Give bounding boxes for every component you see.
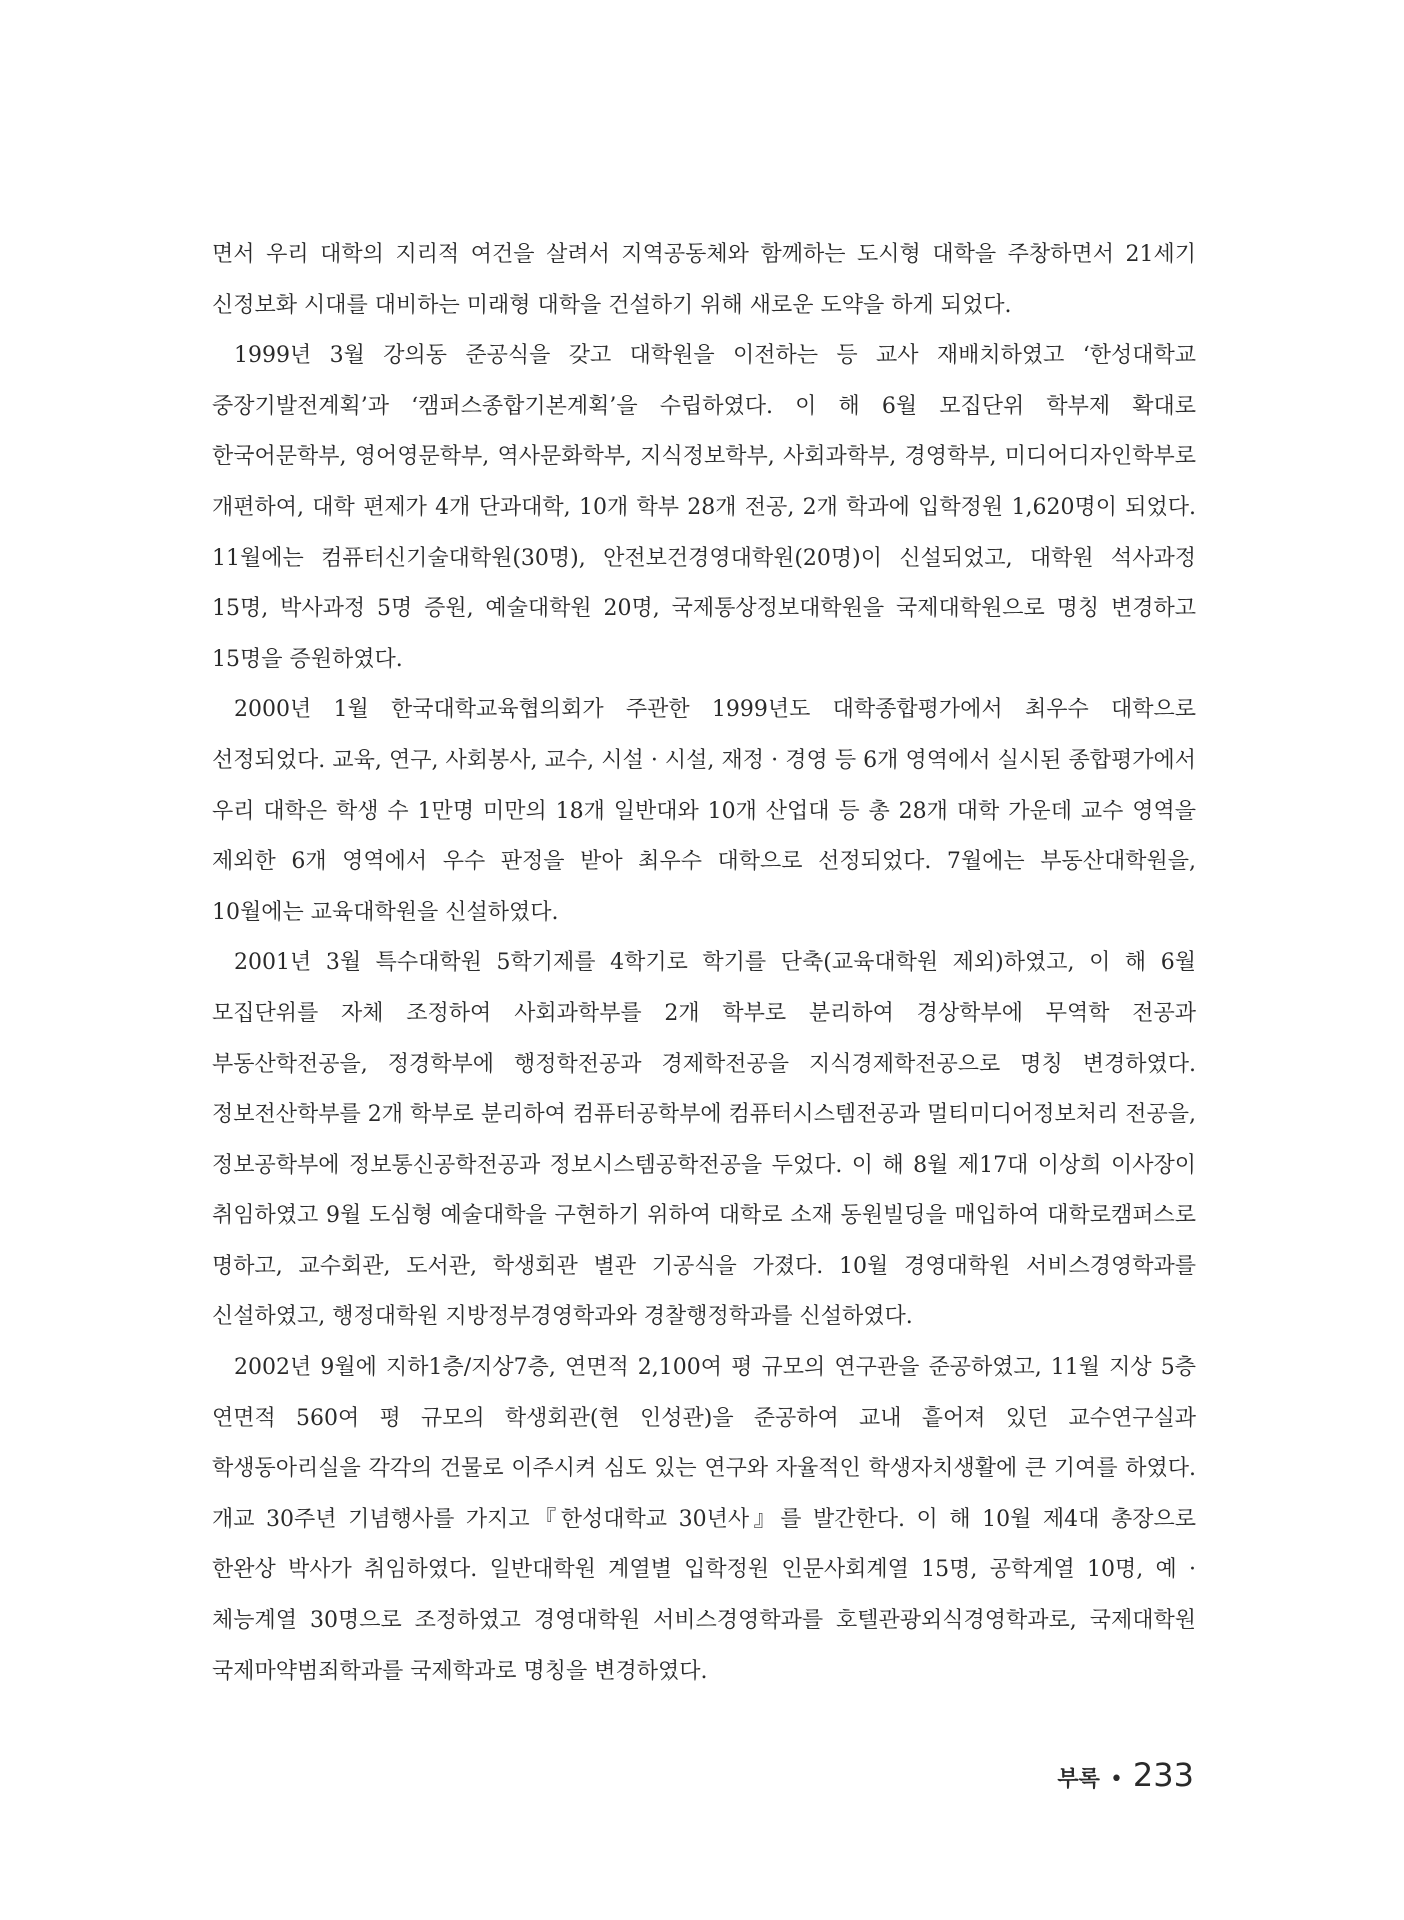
paragraph-continuation: 면서 우리 대학의 지리적 여건을 살려서 지역공동체와 함께하는 도시형 대학을 주창하면서 21세기 신정보화 시대를 대비하는 미래형 대학을 건설하기 위해 새로운 도약을 하게 되었다. [212,242,1196,318]
paragraph-2001: 2001년 3월 특수대학원 5학기제를 4학기로 학기를 단축(교육대학원 제외)하였고, 이 해 6월 모집단위를 자체 조정하여 사회과학부를 2개 학부로 분리하여 경상학부에 무역학 전공과 부동산학전공을, 정경학부에 행정학전공과 경제학전공을 지식경제학전공으로 명칭 변경하였다. 정보전산학부를 2개 학부로 분리하여 컴퓨터공학부에 컴퓨터시스템전공과 멀티미디어정보처리 전공을, 정보공학부에 정보통신공학전공과 정보시스템공학전공을 두었다. 이 해 8월 제17대 이상희 이사장이 취임하였고 9월 도심형 예술대학을 구현하기 위하여 대학로 소재 동원빌딩을 매입하여 대학로캠퍼스로 명하고, 교수회관, 도서관, 학생회관 별관 기공식을 가졌다. 10월 경영대학원 서비스경영학과를 신설하였고, 행정대학원 지방정부경영학과와 경찰행정학과를 신설하였다. [212,950,1196,1330]
paragraph-1999: 1999년 3월 강의동 준공식을 갖고 대학원을 이전하는 등 교사 재배치하였고 ‘한성대학교 중장기발전계획’과 ‘캠퍼스종합기본계획’을 수립하였다. 이 해 6월 모집단위 학부제 확대로 한국어문학부, 영어영문학부, 역사문화학부, 지식정보학부, 사회과학부, 경영학부, 미디어디자인학부로 개편하여, 대학 편제가 4개 단과대학, 10개 학부 28개 전공, 2개 학과에 입학정원 1,620명이 되었다. 11월에는 컴퓨터신기술대학원(30명), 안전보건경영대학원(20명)이 신설되었고, 대학원 석사과정 15명, 박사과정 5명 증원, 예술대학원 20명, 국제통상정보대학원을 국제대학원으로 명칭 변경하고 15명을 증원하였다. [212,343,1196,672]
body-text [212,230,1196,1697]
footer-section-label: 부록 [1057,1767,1100,1792]
page-number: 233 [1132,1756,1194,1794]
paragraph-2002: 2002년 9월에 지하1층/지상7층, 연면적 2,100여 평 규모의 연구관을 준공하였고, 11월 지상 5층 연면적 560여 평 규모의 학생회관(현 인성관)을 준공하여 교내 흩어져 있던 교수연구실과 학생동아리실을 각각의 건물로 이주시켜 심도 있는 연구와 자율적인 학생자치생활에 큰 기여를 하였다. 개교 30주년 기념행사를 가지고『한성대학교 30년사』를 발간한다. 이 해 10월 제4대 총장으로 한완상 박사가 취임하였다. 일반대학원 계열별 입학정원 인문사회계열 15명, 공학계열 10명, 예 · 체능계열 30명으로 조정하였고 경영대학원 서비스경영학과를 호텔관광외식경영학과로, 국제대학원 국제마약범죄학과를 국제학과로 명칭을 변경하였다. [212,1355,1196,1684]
footer-bullet: • [1109,1767,1123,1792]
paragraph-2000: 2000년 1월 한국대학교육협의회가 주관한 1999년도 대학종합평가에서 최우수 대학으로 선정되었다. 교육, 연구, 사회봉사, 교수, 시설 · 시설, 재정 · 경영 등 6개 영역에서 실시된 종합평가에서 우리 대학은 학생 수 1만명 미만의 18개 일반대와 10개 산업대 등 총 28개 대학 가운데 교수 영역을 제외한 6개 영역에서 우수 판정을 받아 최우수 대학으로 선정되었다. 7월에는 부동산대학원을, 10월에는 교육대학원을 신설하였다. [212,697,1196,925]
page-footer [1057,1756,1194,1794]
